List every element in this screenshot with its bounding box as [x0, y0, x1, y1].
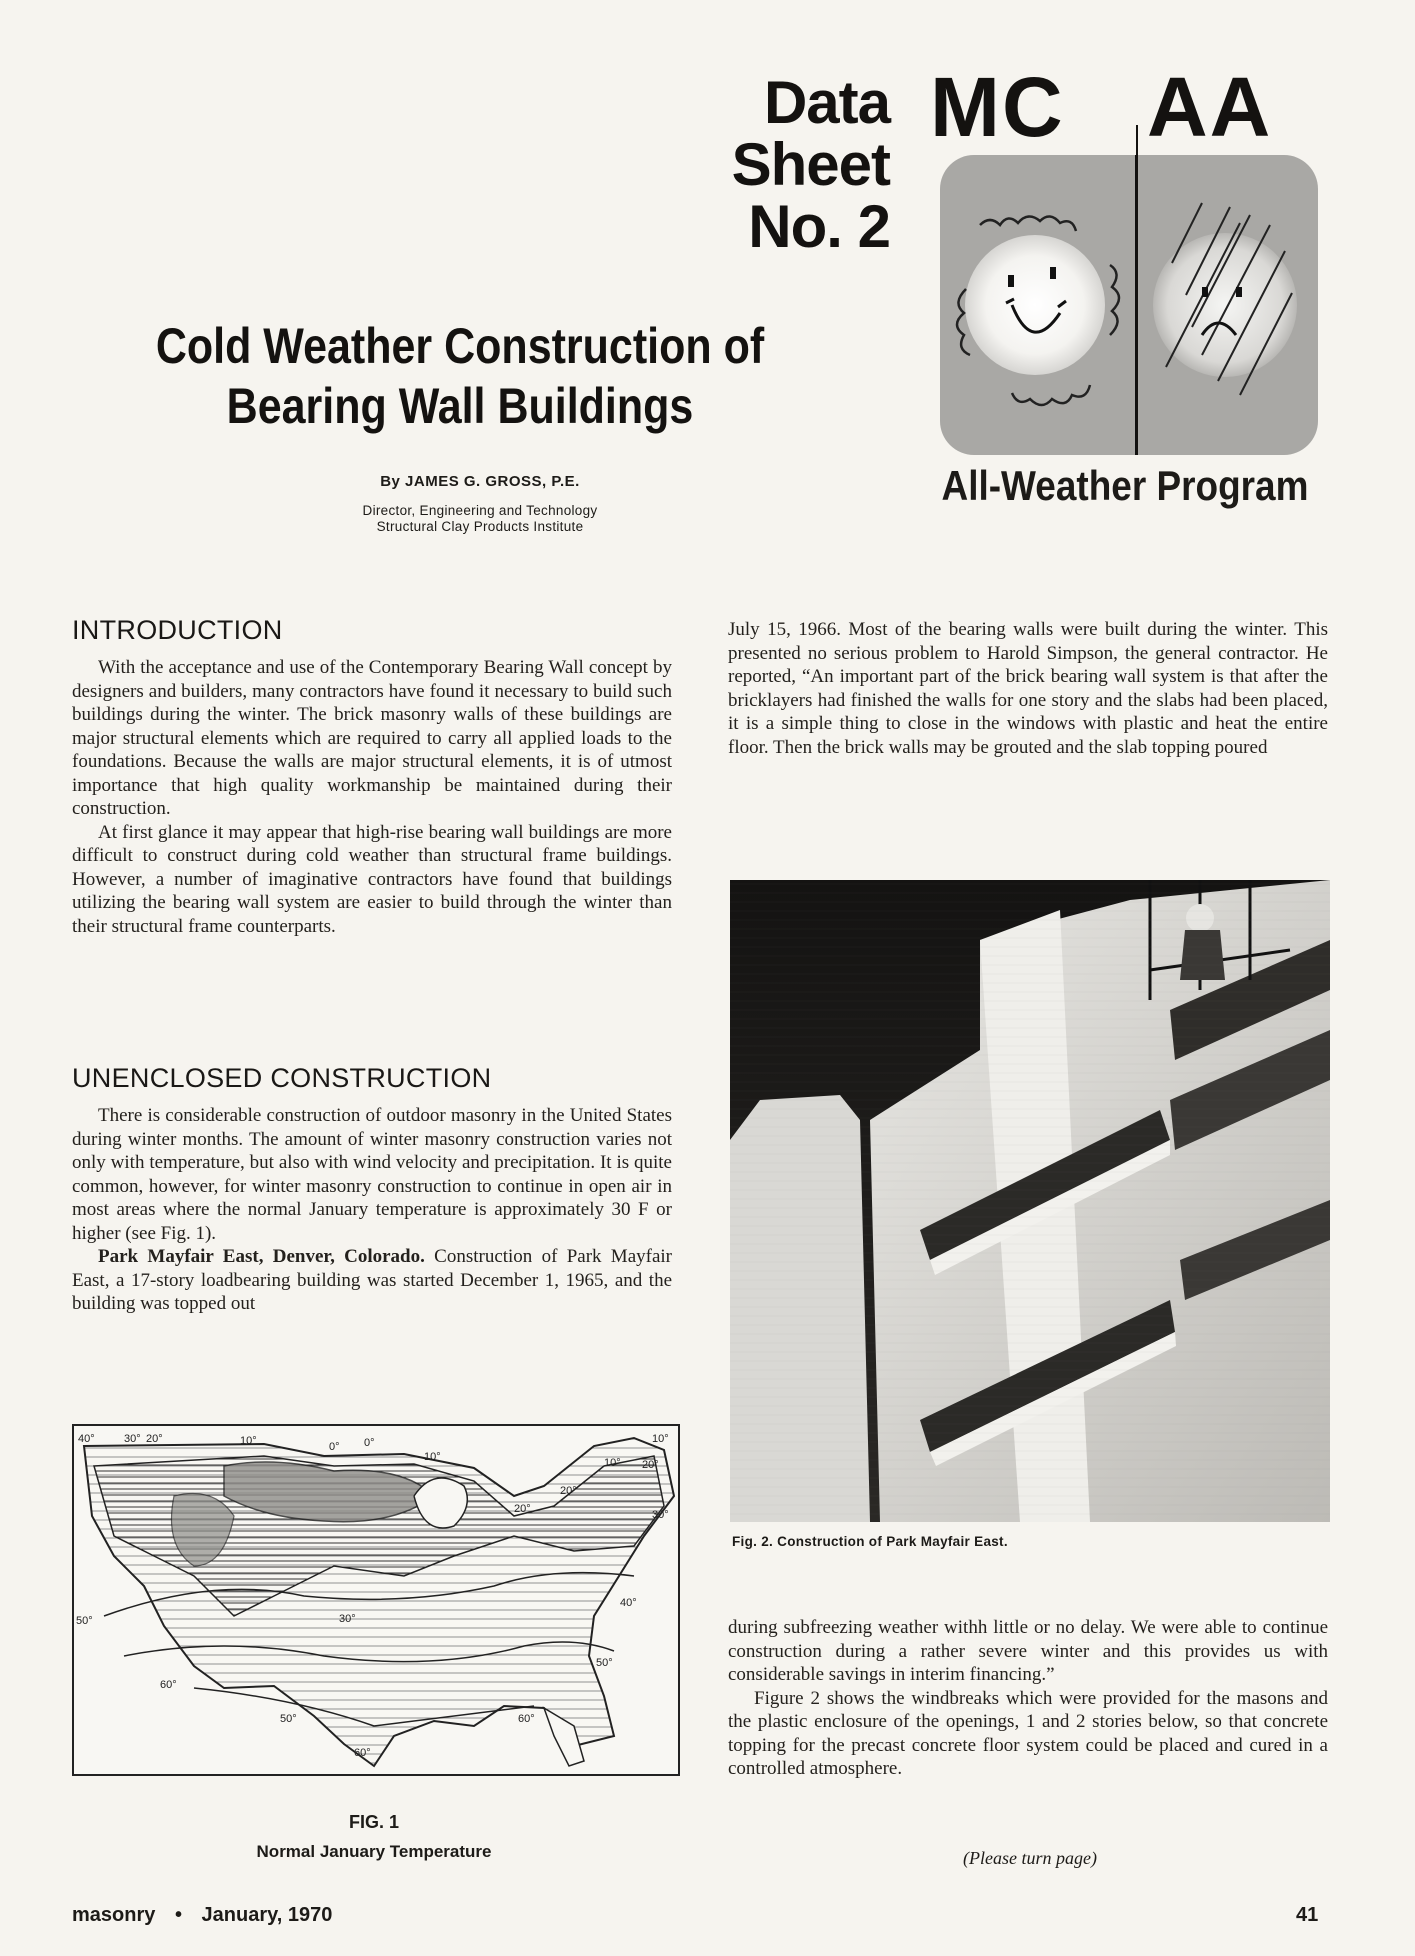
svg-text:60°: 60° — [160, 1679, 177, 1691]
logo-divider — [1136, 125, 1138, 455]
building-construction-photo — [730, 880, 1330, 1522]
svg-text:20°: 20° — [642, 1459, 659, 1471]
article-title-line2: Bearing Wall Buildings — [226, 378, 694, 434]
svg-text:30°: 30° — [124, 1433, 141, 1445]
right-paragraph-figure2: Figure 2 shows the windbreaks which were provided for the masons and the plastic enclosure of the openings, 1 and 2 stories below, so that concrete topping for the precast concrete floor system could be placed and cured in a controlled atmosphere. — [728, 1687, 1328, 1779]
svg-text:40°: 40° — [620, 1597, 637, 1609]
footer-publication — [72, 1904, 332, 1927]
fig2-photo — [730, 880, 1330, 1522]
footer-masonry: masonry — [72, 1904, 156, 1926]
svg-text:60°: 60° — [354, 1747, 371, 1759]
logo-aa: AA — [1147, 60, 1273, 154]
fig1-map — [72, 1424, 680, 1776]
svg-text:50°: 50° — [76, 1615, 93, 1627]
introduction-paragraph-1: With the acceptance and use of the Contemporary Bearing Wall concept by designers and builders, many contractors have found it necessary to build such buildings during the winter. The brick masonry walls of these buildings are major structural elements which are required to carry all applied loads to the foundations. Because the walls are major structural elements, it is of utmost importance that high quality workmanship be maintained during their construction. — [72, 657, 672, 819]
fig1-caption: Normal January Temperature — [256, 1842, 492, 1861]
introduction-paragraph-2: At first glance it may appear that high-rise bearing wall buildings are more difficult to construct during cold weather than structural frame buildings. However, a number of imaginative contractors have found that buildings utilizing the bearing wall system are easier to build through the winter than their structural frame counterparts. — [72, 821, 672, 937]
introduction-body — [72, 656, 672, 938]
logo-mc: MC — [930, 60, 1065, 154]
data-sheet-line1: Data — [763, 69, 890, 136]
svg-text:20°: 20° — [514, 1503, 531, 1515]
svg-text:50°: 50° — [280, 1713, 297, 1725]
article-title-line1: Cold Weather Construction of — [155, 318, 765, 374]
svg-text:40°: 40° — [78, 1433, 95, 1445]
park-mayfair-lead: Park Mayfair East, Denver, Colorado. — [98, 1246, 425, 1267]
right-paragraph-continued: July 15, 1966. Most of the bearing walls were built during the winter. This presented no serious problem to Harold Simpson, the general contractor. He reported, “An important part of the brick bearing wall system is that after the bricklayers had finished the walls for one story and the slabs had been placed, it is a simple thing to close in the windows with plastic and heat the entire floor. Then the brick walls may be grouted and the slab topping poured — [728, 619, 1328, 758]
footer-bullet: • — [174, 1904, 182, 1926]
introduction-heading: INTRODUCTION — [72, 615, 283, 645]
svg-text:20°: 20° — [560, 1485, 577, 1497]
temperature-map-graphic — [74, 1426, 678, 1774]
data-sheet-title — [640, 69, 890, 260]
svg-text:10°: 10° — [240, 1435, 257, 1447]
svg-text:10°: 10° — [604, 1457, 621, 1469]
svg-text:20°: 20° — [146, 1433, 163, 1445]
svg-text:60°: 60° — [518, 1713, 535, 1725]
sun-and-rain-icon — [940, 155, 1318, 455]
fig2-caption: Fig. 2. Construction of Park Mayfair East. — [732, 1534, 1008, 1549]
footer-page-number: 41 — [1296, 1904, 1319, 1926]
affiliation-line1: Director, Engineering and Technology — [362, 503, 598, 518]
svg-text:50°: 50° — [596, 1657, 613, 1669]
park-mayfair-text: Construction of Park Mayfair East, a 17-story loadbearing building was started December 1, 1965, and the building was topped out — [72, 1246, 672, 1314]
program-title: All-Weather Program — [941, 462, 1309, 509]
unenclosed-heading: UNENCLOSED CONSTRUCTION — [72, 1063, 492, 1093]
svg-text:0°: 0° — [364, 1437, 375, 1449]
turn-page-note: (Please turn page) — [963, 1848, 1097, 1868]
svg-text:30°: 30° — [339, 1613, 356, 1625]
svg-text:0°: 0° — [329, 1441, 340, 1453]
affiliation-line2: Structural Clay Products Institute — [376, 519, 584, 534]
affiliation — [280, 503, 680, 535]
svg-text:10°: 10° — [424, 1451, 441, 1463]
unenclosed-paragraph-2 — [72, 1245, 672, 1316]
unenclosed-paragraph-1: There is considerable construction of outdoor masonry in the United States during winter months. The amount of winter masonry construction varies not only with temperature, but also with wind velocity and precipitation. It is quite common, however, for winter masonry construction to continue in open air in most areas where the normal January temperature is approximately 30 F or higher (see Fig. 1). — [72, 1105, 672, 1244]
byline: By JAMES G. GROSS, P.E. — [380, 473, 580, 490]
fig1-label: FIG. 1 — [348, 1812, 399, 1832]
right-column-top — [728, 618, 1328, 759]
right-column-bottom — [728, 1616, 1328, 1781]
svg-text:10°: 10° — [652, 1433, 669, 1445]
right-paragraph-quote-end: during subfreezing weather withh little or no delay. We were able to continue construction during a rather severe winter and this provides us with considerable savings in interim financing.” — [728, 1617, 1328, 1685]
logo-weather-panel — [940, 155, 1318, 455]
data-sheet-line3: No. 2 — [748, 193, 890, 260]
unenclosed-body — [72, 1104, 672, 1316]
svg-text:30°: 30° — [652, 1509, 669, 1521]
footer-date: January, 1970 — [201, 1904, 333, 1926]
data-sheet-line2: Sheet — [731, 131, 890, 198]
article-title — [150, 316, 769, 436]
